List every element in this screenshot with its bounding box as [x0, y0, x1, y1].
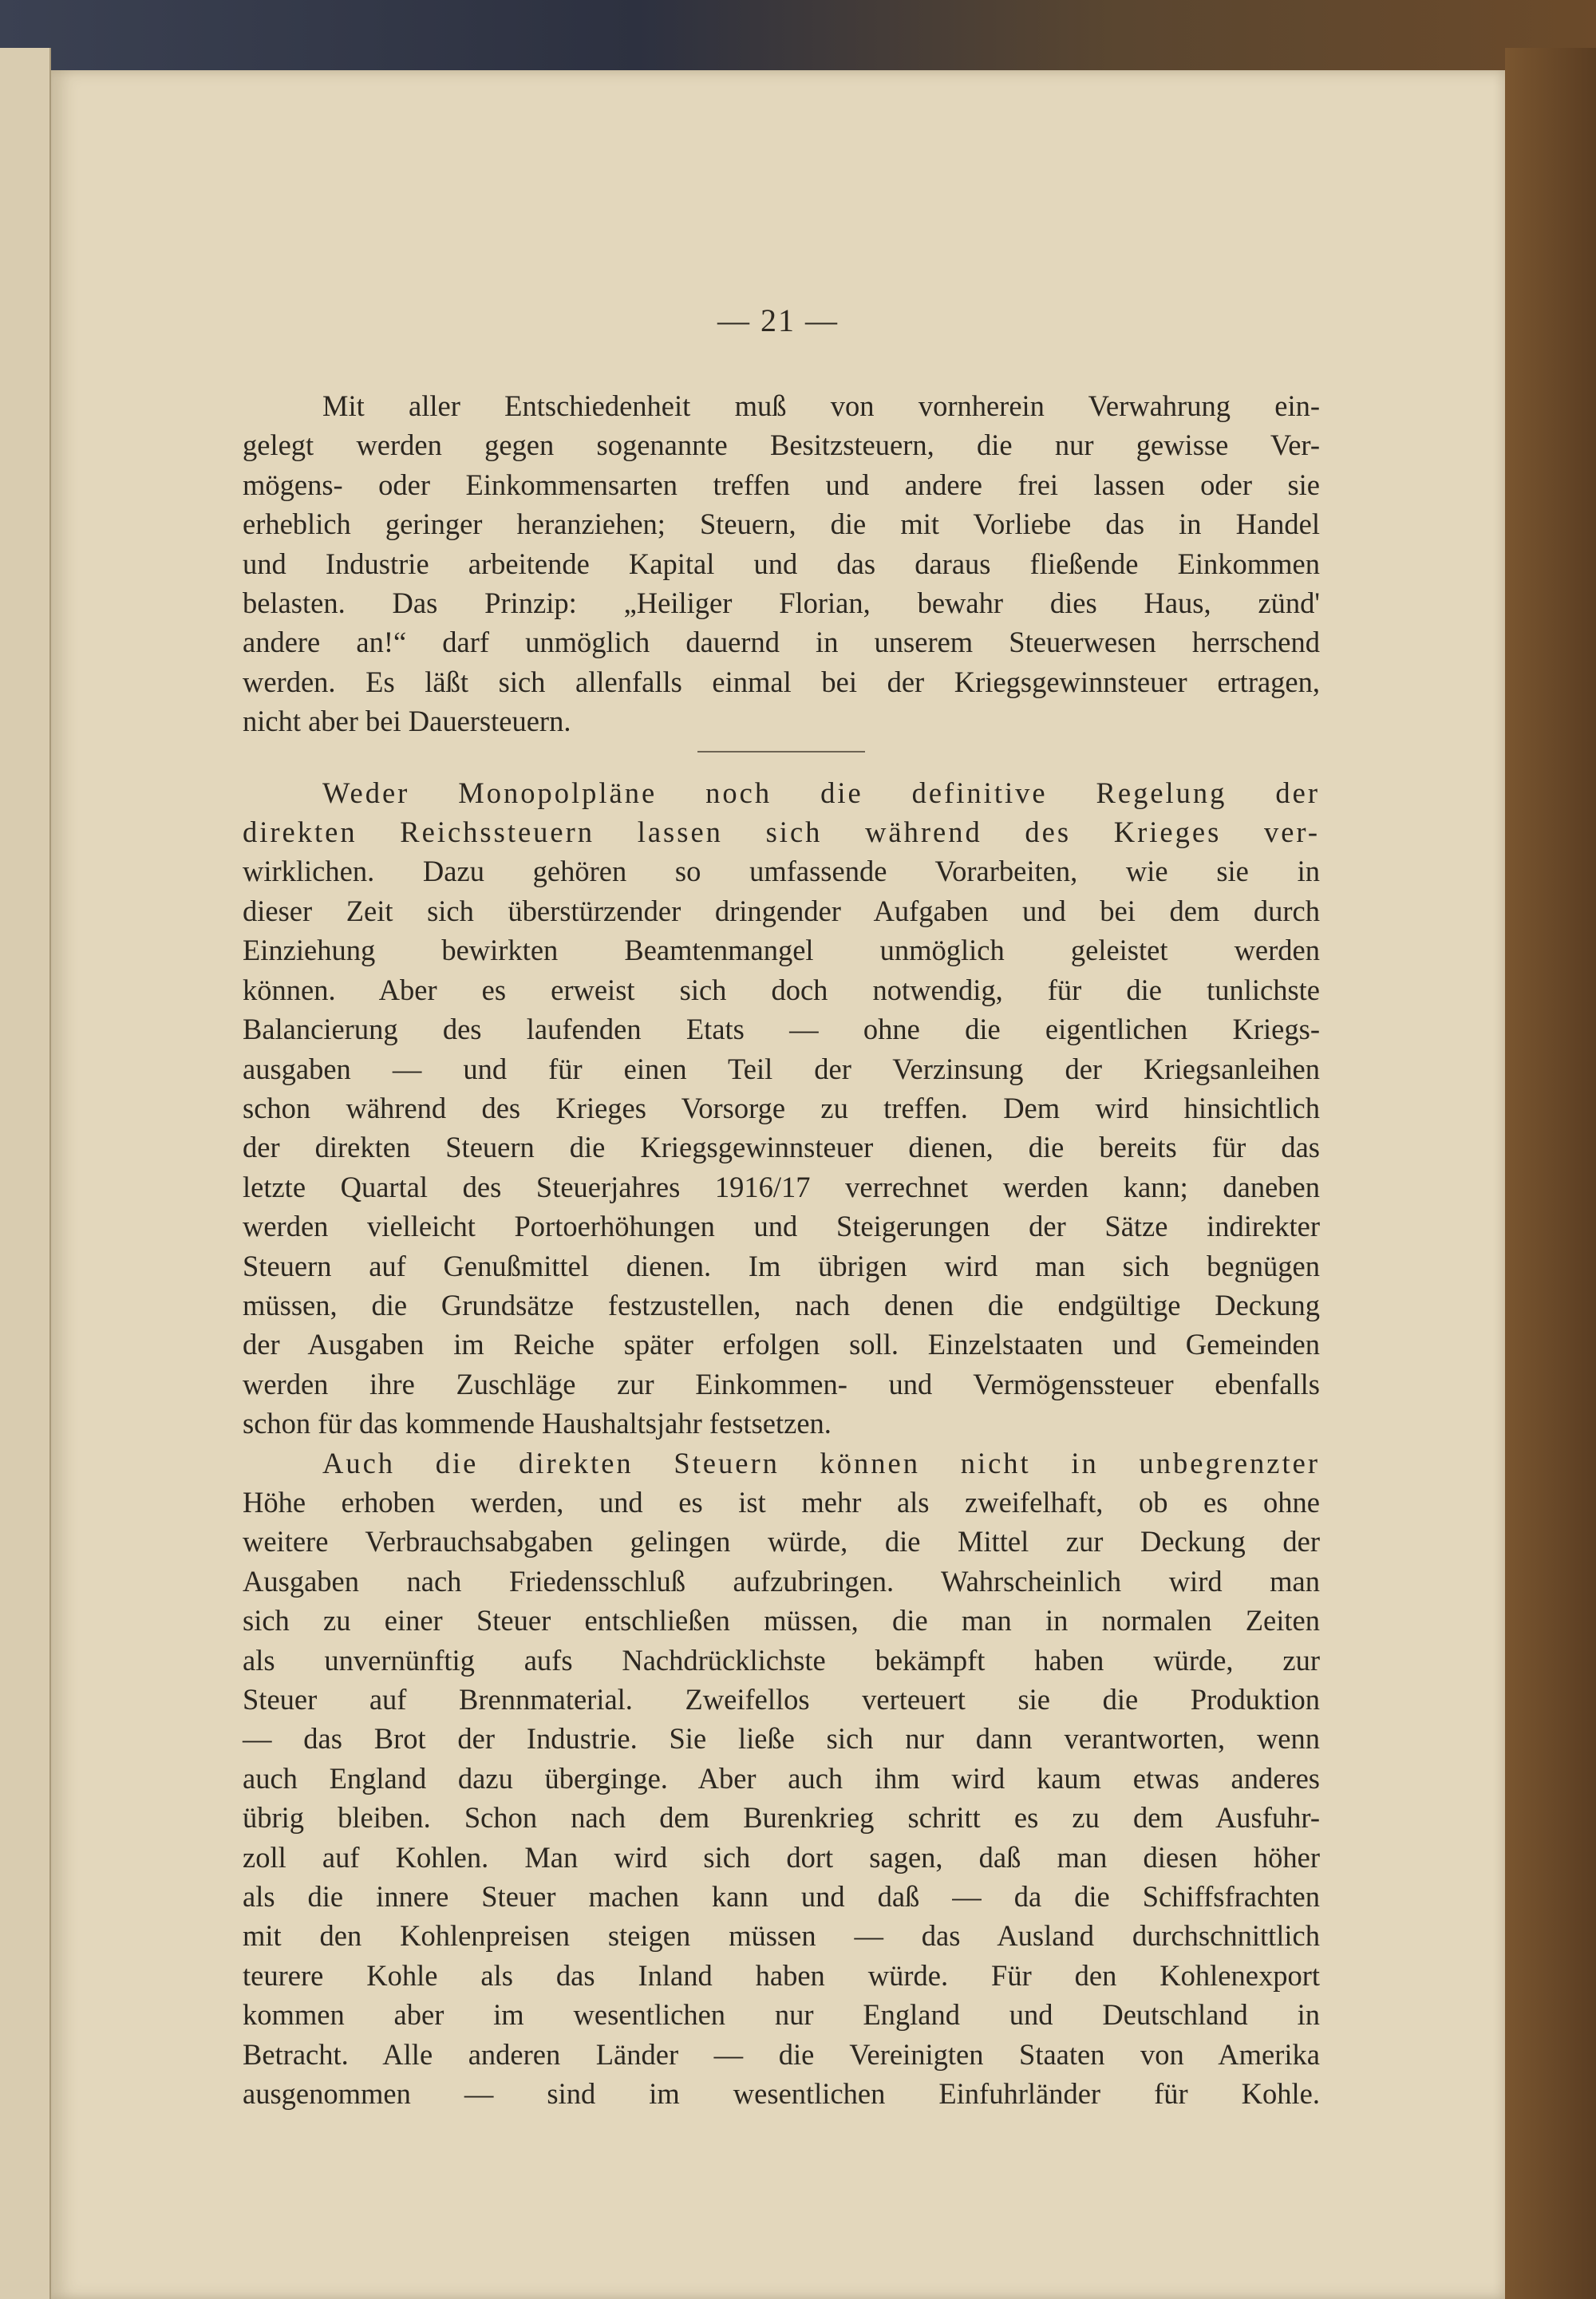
- text-line: gelegt werden gegen sogenannte Besitzsteuern, die nur gewisse Ver-: [243, 429, 1320, 462]
- text-line: letzte Quartal des Steuerjahres 1916/17 verrechnet werden kann; daneben: [243, 1170, 1320, 1203]
- text-line: teurere Kohle als das Inland haben würde. Für den Kohlenexport: [243, 1958, 1320, 1992]
- text-line: kommen aber im wesentlichen nur England und Deutschland in: [243, 1998, 1320, 2032]
- text-line: — das Brot der Industrie. Sie ließe sich nur dann verantworten, wenn: [243, 1722, 1320, 1756]
- text-line: werden ihre Zuschläge zur Einkommen- und Vermögenssteuer ebenfalls: [243, 1367, 1320, 1400]
- text-line: als unvernünftig aufs Nachdrücklichste bekämpft haben würde, zur: [243, 1643, 1320, 1677]
- text-line: Betracht. Alle anderen Länder — die Vereinigten Staaten von Amerika: [243, 2037, 1320, 2071]
- text-line: können. Aber es erweist sich doch notwendig, für die tunlichste: [243, 973, 1320, 1006]
- text-line: mögens- oder Einkommensarten treffen und andere frei lassen oder sie: [243, 468, 1320, 501]
- text-line: übrig bleiben. Schon nach dem Burenkrieg schritt es zu dem Ausfuhr-: [243, 1801, 1320, 1835]
- page-number: — 21 —: [717, 302, 839, 338]
- text-line: wirklichen. Dazu gehören so umfassende Vorarbeiten, wie sie in: [243, 855, 1320, 888]
- text-line: Steuern auf Genußmittel dienen. Im übrigen wird man sich begnügen: [243, 1249, 1320, 1282]
- paragraph-2: [243, 773, 1320, 1444]
- text-line: Höhe erhoben werden, und es ist mehr als zweifelhaft, ob es ohne: [243, 1485, 1320, 1519]
- text-line: mit den Kohlenpreisen steigen müssen — das Ausland durchschnittlich: [243, 1919, 1320, 1953]
- text-line: schon für das kommende Haushaltsjahr festsetzen.: [243, 1407, 832, 1440]
- paragraph-1: [243, 386, 1320, 741]
- text-line: werden. Es läßt sich allenfalls einmal bei der Kriegsgewinnsteuer ertragen,: [243, 665, 1320, 698]
- text-line: schon während des Krieges Vorsorge zu treffen. Dem wird hinsichtlich: [243, 1091, 1320, 1124]
- text-line: müssen, die Grundsätze festzustellen, nach denen die endgültige Deckung: [243, 1288, 1320, 1321]
- text-line: nicht aber bei Dauersteuern.: [243, 705, 571, 738]
- text-line: erheblich geringer heranziehen; Steuern, die mit Vorliebe das in Handel: [243, 508, 1320, 541]
- text-line: Weder Monopolpläne noch die definitive Regelung der: [322, 776, 1320, 809]
- text-line: ausgaben — und für einen Teil der Verzinsung der Kriegsanleihen: [243, 1052, 1320, 1085]
- text-line: andere an!“ darf unmöglich dauernd in unserem Steuerwesen herrschend: [243, 626, 1320, 659]
- text-line: Ausgaben nach Friedensschluß aufzubringen. Wahrscheinlich wird man: [243, 1564, 1320, 1598]
- text-line: auch England dazu überginge. Aber auch ihm wird kaum etwas anderes: [243, 1761, 1320, 1795]
- text-line: weitere Verbrauchsabgaben gelingen würde, die Mittel zur Deckung der: [243, 1525, 1320, 1558]
- text-line: direkten Reichssteuern lassen sich während des Krieges ver-: [243, 816, 1320, 849]
- book-page: [51, 70, 1505, 2299]
- text-line: Auch die direkten Steuern können nicht in unbegrenzter: [322, 1446, 1320, 1479]
- text-line: Einziehung bewirkten Beamtenmangel unmöglich geleistet werden: [243, 934, 1320, 967]
- text-line: belasten. Das Prinzip: „Heiliger Florian, bewahr dies Haus, zünd': [243, 587, 1320, 620]
- section-divider: [697, 751, 865, 753]
- paragraph-3: [243, 1444, 1320, 2114]
- text-line: sich zu einer Steuer entschließen müssen, die man in normalen Zeiten: [243, 1604, 1320, 1637]
- text-line: zoll auf Kohlen. Man wird sich dort sagen, daß man diesen höher: [243, 1840, 1320, 1874]
- right-cover-edge: [1505, 48, 1596, 2299]
- text-line: ausgenommen — sind im wesentlichen Einfuhrländer für Kohle.: [243, 2077, 1320, 2111]
- text-line: der Ausgaben im Reiche später erfolgen soll. Einzelstaaten und Gemeinden: [243, 1328, 1320, 1361]
- left-page-edge: [0, 48, 51, 2299]
- text-line: dieser Zeit sich überstürzender dringender Aufgaben und bei dem durch: [243, 894, 1320, 927]
- text-line: der direkten Steuern die Kriegsgewinnsteuer dienen, die bereits für das: [243, 1131, 1320, 1164]
- text-line: als die innere Steuer machen kann und daß — da die Schiffsfrachten: [243, 1880, 1320, 1914]
- text-line: und Industrie arbeitende Kapital und das daraus fließende Einkommen: [243, 547, 1320, 580]
- text-line: Mit aller Entschiedenheit muß von vornherein Verwahrung ein-: [322, 389, 1320, 422]
- text-line: Balancierung des laufenden Etats — ohne die eigentlichen Kriegs-: [243, 1013, 1320, 1046]
- page-text: [243, 386, 1320, 2113]
- text-line: werden vielleicht Portoerhöhungen und Steigerungen der Sätze indirekter: [243, 1210, 1320, 1243]
- text-line: Steuer auf Brennmaterial. Zweifellos verteuert sie die Produktion: [243, 1683, 1320, 1716]
